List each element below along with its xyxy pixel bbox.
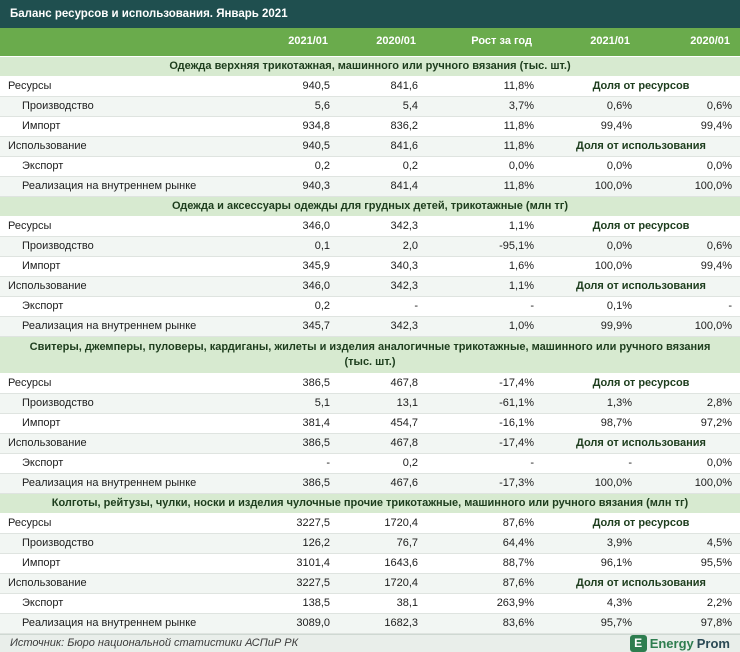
cell-v2: 2,0 <box>338 236 426 256</box>
cell-v4: 100,0% <box>542 473 640 493</box>
table-row <box>0 433 740 453</box>
cell-v2: 1720,4 <box>338 513 426 533</box>
table-row <box>0 316 740 336</box>
table-header-row <box>0 28 740 56</box>
cell-v5: 100,0% <box>640 316 740 336</box>
row-label: Реализация на внутреннем рынке <box>0 316 250 336</box>
cell-v4: 0,0% <box>542 156 640 176</box>
cell-v3: 1,0% <box>426 316 542 336</box>
cell-v5: 4,5% <box>640 533 740 553</box>
cell-v4: 0,0% <box>542 236 640 256</box>
share-group-header: Доля от ресурсов <box>542 373 740 393</box>
section-heading: Одежда верхняя трикотажная, машинного или ручного вязания (тыс. шт.) <box>0 56 740 76</box>
column-header-2021-res: 2021/01 <box>288 35 328 48</box>
section-heading-row <box>0 336 740 373</box>
column-header-2020-share: 2020/01 <box>690 35 730 48</box>
row-label: Реализация на внутреннем рынке <box>0 613 250 633</box>
cell-v1: 346,0 <box>250 276 338 296</box>
section-heading: Свитеры, джемперы, пуловеры, кардиганы, жилеты и изделия аналогичные трикотажные, машинного или ручного вязания (тыс. шт.) <box>0 336 740 373</box>
cell-v3: - <box>426 296 542 316</box>
cell-v4: 0,1% <box>542 296 640 316</box>
cell-v1: 346,0 <box>250 216 338 236</box>
row-label: Экспорт <box>0 593 250 613</box>
row-label: Использование <box>0 136 250 156</box>
row-label: Производство <box>0 393 250 413</box>
cell-v1: 3227,5 <box>250 573 338 593</box>
cell-v5: 95,5% <box>640 553 740 573</box>
cell-v3: -61,1% <box>426 393 542 413</box>
cell-v3: 263,9% <box>426 593 542 613</box>
cell-v2: 1720,4 <box>338 573 426 593</box>
cell-v5: 97,8% <box>640 613 740 633</box>
section-heading: Колготы, рейтузы, чулки, носки и изделия чулочные прочие трикотажные, машинного или ручного вязания (млн тг) <box>0 493 740 513</box>
cell-v2: 342,3 <box>338 316 426 336</box>
table-row <box>0 156 740 176</box>
cell-v1: 386,5 <box>250 433 338 453</box>
cell-v4: 1,3% <box>542 393 640 413</box>
cell-v5: 0,0% <box>640 156 740 176</box>
section-heading: Одежда и аксессуары одежды для грудных детей, трикотажные (млн тг) <box>0 196 740 216</box>
row-label: Импорт <box>0 256 250 276</box>
cell-v4: 0,6% <box>542 96 640 116</box>
table-body <box>0 56 740 633</box>
cell-v4: 4,3% <box>542 593 640 613</box>
cell-v2: 342,3 <box>338 276 426 296</box>
cell-v3: 87,6% <box>426 513 542 533</box>
cell-v5: 100,0% <box>640 473 740 493</box>
cell-v2: 841,4 <box>338 176 426 196</box>
row-label: Импорт <box>0 116 250 136</box>
cell-v3: 11,8% <box>426 76 542 96</box>
row-label: Производство <box>0 96 250 116</box>
cell-v4: 96,1% <box>542 553 640 573</box>
row-label: Реализация на внутреннем рынке <box>0 473 250 493</box>
cell-v5: 99,4% <box>640 116 740 136</box>
cell-v2: 1643,6 <box>338 553 426 573</box>
row-label: Использование <box>0 433 250 453</box>
table-row <box>0 176 740 196</box>
row-label: Экспорт <box>0 156 250 176</box>
cell-v5: 97,2% <box>640 413 740 433</box>
cell-v1: 3101,4 <box>250 553 338 573</box>
row-label: Ресурсы <box>0 76 250 96</box>
share-group-header: Доля от использования <box>542 276 740 296</box>
row-label: Использование <box>0 573 250 593</box>
cell-v2: 454,7 <box>338 413 426 433</box>
cell-v4: 100,0% <box>542 176 640 196</box>
row-label: Ресурсы <box>0 216 250 236</box>
cell-v2: 38,1 <box>338 593 426 613</box>
cell-v1: 0,2 <box>250 296 338 316</box>
cell-v2: 0,2 <box>338 453 426 473</box>
section-heading-row <box>0 56 740 76</box>
cell-v1: 126,2 <box>250 533 338 553</box>
cell-v1: 386,5 <box>250 473 338 493</box>
cell-v3: 11,8% <box>426 136 542 156</box>
table-row <box>0 413 740 433</box>
cell-v3: 11,8% <box>426 116 542 136</box>
page-footer <box>0 634 740 652</box>
cell-v3: -16,1% <box>426 413 542 433</box>
share-group-header: Доля от использования <box>542 433 740 453</box>
cell-v3: -17,4% <box>426 433 542 453</box>
table-row <box>0 393 740 413</box>
table-row <box>0 513 740 533</box>
section-heading-row <box>0 493 740 513</box>
cell-v5: 0,6% <box>640 96 740 116</box>
column-header-growth: Рост за год <box>471 35 532 48</box>
cell-v4: 99,4% <box>542 116 640 136</box>
source-note: Источник: Бюро национальной статистики АСПиР РК <box>10 637 299 649</box>
table-row <box>0 136 740 156</box>
cell-v4: 3,9% <box>542 533 640 553</box>
cell-v1: - <box>250 453 338 473</box>
cell-v2: 342,3 <box>338 216 426 236</box>
cell-v3: -17,4% <box>426 373 542 393</box>
cell-v4: 98,7% <box>542 413 640 433</box>
table-row <box>0 553 740 573</box>
cell-v2: 5,4 <box>338 96 426 116</box>
cell-v3: 0,0% <box>426 156 542 176</box>
row-label: Производство <box>0 533 250 553</box>
cell-v4: 95,7% <box>542 613 640 633</box>
cell-v3: -95,1% <box>426 236 542 256</box>
table-row <box>0 236 740 256</box>
table-row <box>0 276 740 296</box>
table-row <box>0 216 740 236</box>
cell-v2: 340,3 <box>338 256 426 276</box>
row-label: Использование <box>0 276 250 296</box>
table-row <box>0 613 740 633</box>
share-group-header: Доля от ресурсов <box>542 76 740 96</box>
cell-v1: 3089,0 <box>250 613 338 633</box>
row-label: Экспорт <box>0 296 250 316</box>
cell-v2: 0,2 <box>338 156 426 176</box>
cell-v5: 0,6% <box>640 236 740 256</box>
cell-v3: -17,3% <box>426 473 542 493</box>
balance-table <box>0 28 740 634</box>
cell-v2: 841,6 <box>338 76 426 96</box>
cell-v2: 467,8 <box>338 433 426 453</box>
column-header-2021-share: 2021/01 <box>590 35 630 48</box>
energyprom-logo <box>630 635 730 652</box>
table-row <box>0 473 740 493</box>
cell-v2: 467,8 <box>338 373 426 393</box>
cell-v4: 99,9% <box>542 316 640 336</box>
cell-v1: 5,1 <box>250 393 338 413</box>
cell-v2: 841,6 <box>338 136 426 156</box>
cell-v3: 83,6% <box>426 613 542 633</box>
section-heading-row <box>0 196 740 216</box>
share-group-header: Доля от использования <box>542 136 740 156</box>
row-label: Ресурсы <box>0 513 250 533</box>
table-row <box>0 593 740 613</box>
cell-v1: 381,4 <box>250 413 338 433</box>
row-label: Ресурсы <box>0 373 250 393</box>
cell-v2: 467,6 <box>338 473 426 493</box>
cell-v1: 940,5 <box>250 136 338 156</box>
cell-v5: 2,8% <box>640 393 740 413</box>
logo-text-energy: Energy <box>649 635 694 651</box>
cell-v2: 836,2 <box>338 116 426 136</box>
row-label: Реализация на внутреннем рынке <box>0 176 250 196</box>
cell-v1: 0,2 <box>250 156 338 176</box>
cell-v3: - <box>426 453 542 473</box>
cell-v1: 3227,5 <box>250 513 338 533</box>
cell-v5: 100,0% <box>640 176 740 196</box>
bolt-icon: E <box>630 635 647 652</box>
column-header-2020-res: 2020/01 <box>376 35 416 48</box>
table-row <box>0 296 740 316</box>
cell-v3: 1,1% <box>426 276 542 296</box>
cell-v1: 345,9 <box>250 256 338 276</box>
column-header-label <box>0 28 250 56</box>
table-row <box>0 256 740 276</box>
logo-text-prom: Prom <box>696 635 730 651</box>
cell-v1: 345,7 <box>250 316 338 336</box>
row-label: Производство <box>0 236 250 256</box>
cell-v1: 0,1 <box>250 236 338 256</box>
table-row <box>0 533 740 553</box>
cell-v3: 88,7% <box>426 553 542 573</box>
cell-v1: 5,6 <box>250 96 338 116</box>
table-row <box>0 96 740 116</box>
cell-v4: - <box>542 453 640 473</box>
page-title <box>0 0 740 28</box>
cell-v2: 76,7 <box>338 533 426 553</box>
cell-v1: 940,5 <box>250 76 338 96</box>
row-label: Экспорт <box>0 453 250 473</box>
cell-v5: 0,0% <box>640 453 740 473</box>
table-row <box>0 116 740 136</box>
row-label: Импорт <box>0 413 250 433</box>
cell-v4: 100,0% <box>542 256 640 276</box>
row-label: Импорт <box>0 553 250 573</box>
share-group-header: Доля от ресурсов <box>542 216 740 236</box>
table-row <box>0 573 740 593</box>
cell-v3: 3,7% <box>426 96 542 116</box>
table-row <box>0 76 740 96</box>
cell-v3: 64,4% <box>426 533 542 553</box>
cell-v1: 940,3 <box>250 176 338 196</box>
cell-v3: 1,6% <box>426 256 542 276</box>
table-row <box>0 373 740 393</box>
cell-v3: 87,6% <box>426 573 542 593</box>
cell-v3: 1,1% <box>426 216 542 236</box>
cell-v1: 934,8 <box>250 116 338 136</box>
cell-v3: 11,8% <box>426 176 542 196</box>
share-group-header: Доля от ресурсов <box>542 513 740 533</box>
page-title-text: Баланс ресурсов и использования. Январь 2021 <box>10 8 288 20</box>
cell-v5: 99,4% <box>640 256 740 276</box>
share-group-header: Доля от использования <box>542 573 740 593</box>
cell-v2: 13,1 <box>338 393 426 413</box>
cell-v1: 138,5 <box>250 593 338 613</box>
table-row <box>0 453 740 473</box>
cell-v1: 386,5 <box>250 373 338 393</box>
cell-v5: - <box>640 296 740 316</box>
cell-v2: - <box>338 296 426 316</box>
cell-v2: 1682,3 <box>338 613 426 633</box>
cell-v5: 2,2% <box>640 593 740 613</box>
